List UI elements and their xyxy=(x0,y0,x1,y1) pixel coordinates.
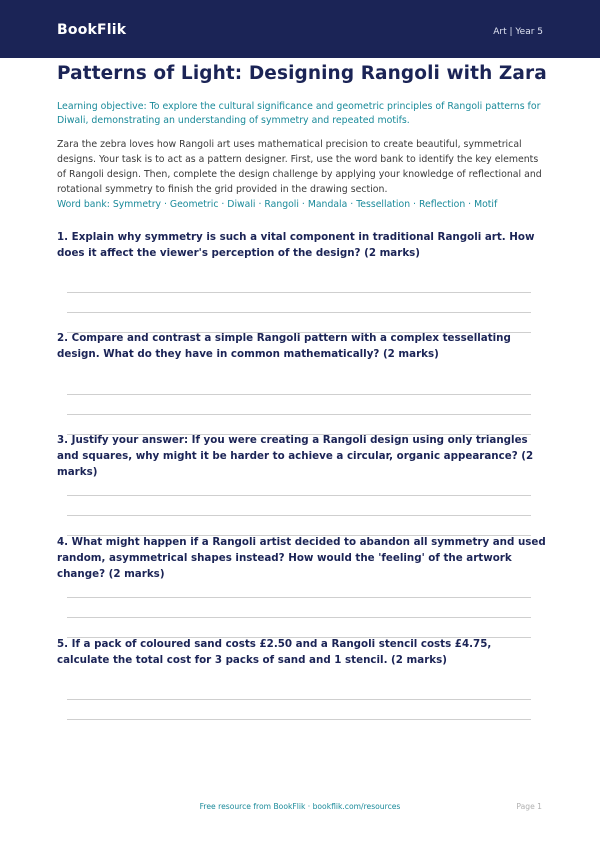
page-title: Patterns of Light: Designing Rangoli with Zara xyxy=(57,63,547,84)
question-text: 2. Compare and contrast a simple Rangoli pattern with a complex tessellating design. What do they have in common mathematically? (2 marks) xyxy=(57,332,511,360)
subject-year-label: Art | Year 5 xyxy=(493,27,543,37)
header-bar xyxy=(0,0,600,58)
answer-line[interactable] xyxy=(67,597,531,598)
question-3 xyxy=(57,432,547,480)
question-5 xyxy=(57,636,547,668)
question-2 xyxy=(57,330,547,362)
question-text: 5. If a pack of coloured sand costs £2.50 and a Rangoli stencil costs £4.75, calculate the total cost for 3 packs of sand and 1 stencil. (2 marks) xyxy=(57,638,492,666)
word-bank: Word bank: Symmetry · Geometric · Diwali · Rangoli · Mandala · Tessellation · Reflection · Motif xyxy=(57,199,498,210)
answer-line[interactable] xyxy=(67,394,531,395)
answer-line[interactable] xyxy=(67,495,531,496)
question-text: 1. Explain why symmetry is such a vital component in traditional Rangoli art. How does it affect the viewer's perception of the design? (2 marks) xyxy=(57,231,535,259)
answer-line[interactable] xyxy=(67,699,531,700)
answer-line[interactable] xyxy=(67,292,531,293)
learning-objective: Learning objective: To explore the cultural significance and geometric principles of Rangoli patterns for Diwali, demonstrating an understanding of symmetry and repeated motifs. xyxy=(57,101,541,126)
answer-line[interactable] xyxy=(67,414,531,415)
question-1 xyxy=(57,229,547,261)
page-number: Page 1 xyxy=(516,802,542,811)
intro-paragraph: Zara the zebra loves how Rangoli art uses mathematical precision to create beautiful, symmetrical designs. Your task is to act as a pattern designer. First, use the word bank to identify the key elements of Rangoli design. Then, complete the design challenge by applying your knowledge of reflectional and rotational symmetry to finish the grid provided in the drawing section. xyxy=(57,139,542,195)
question-text: 3. Justify your answer: If you were creating a Rangoli design using only triangles and squares, why might it be harder to achieve a circular, organic appearance? (2 marks) xyxy=(57,434,534,478)
footer-credit: Free resource from BookFlik · bookflik.com/resources xyxy=(199,802,401,811)
answer-line[interactable] xyxy=(67,719,531,720)
question-text: 4. What might happen if a Rangoli artist decided to abandon all symmetry and used random, asymmetrical shapes instead? How would the 'feeling' of the artwork change? (2 marks) xyxy=(57,536,546,580)
answer-line[interactable] xyxy=(67,617,531,618)
answer-line[interactable] xyxy=(67,312,531,313)
brand-logo-text: BookFlik xyxy=(57,22,127,38)
answer-line[interactable] xyxy=(67,515,531,516)
question-4 xyxy=(57,534,547,582)
